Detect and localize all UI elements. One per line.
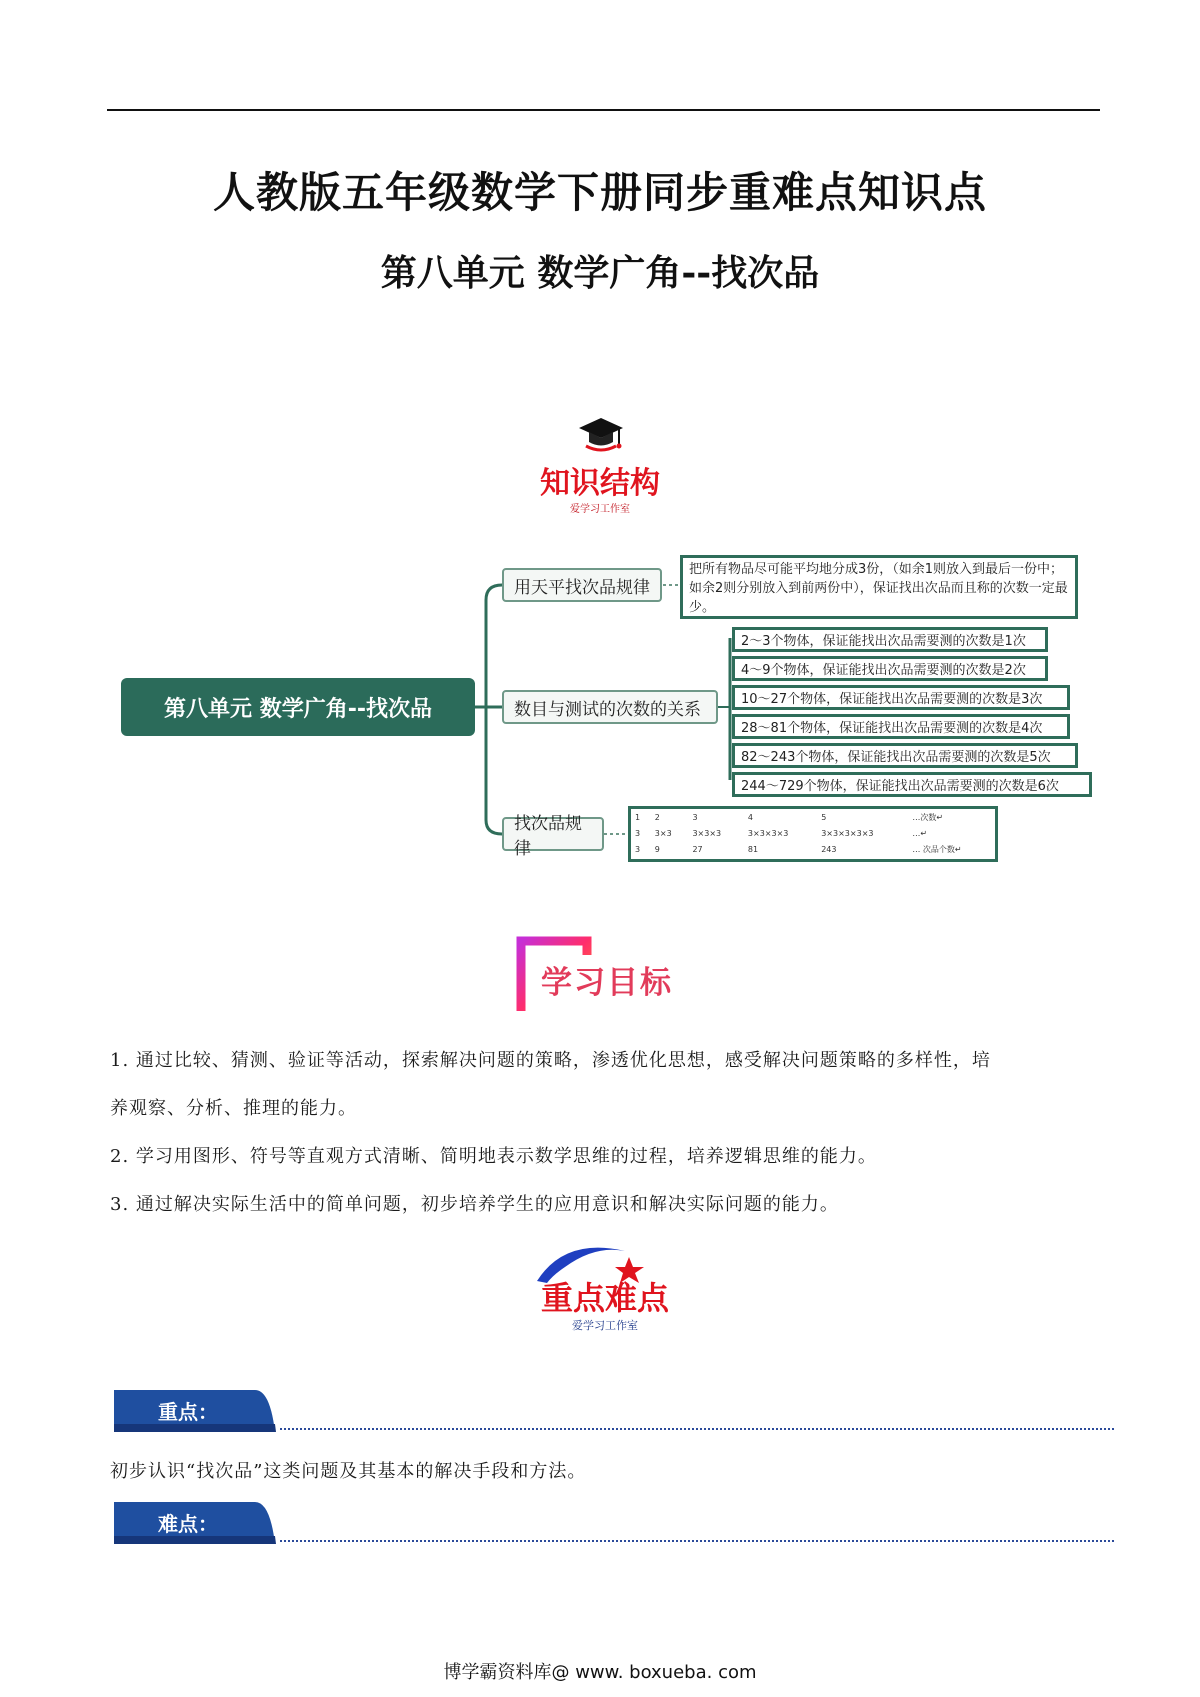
mindmap-root: 第八单元 数学广角--找次品 [121, 678, 475, 736]
difficult-point-tab [110, 1498, 280, 1544]
pattern-cell: …↵ [912, 829, 928, 838]
pattern-cell: 3×3×3×3 [747, 829, 789, 838]
mindmap-relation-2: 4～9个物体，保证能找出次品需要测的次数是2次 [732, 656, 1048, 681]
pattern-cell: 9 [654, 845, 660, 854]
key-points-subtitle: 爱学习工作室 [572, 1319, 638, 1332]
page-title: 人教版五年级数学下册同步重难点知识点 [212, 168, 987, 217]
mindmap-branch-count-relation: 数目与测试的次数的关系 [502, 690, 718, 724]
pattern-cell: …次数↵ [912, 813, 944, 822]
mindmap-relation-4: 28～81个物体，保证能找出次品需要测的次数是4次 [732, 714, 1070, 739]
pattern-row [631, 841, 995, 858]
learning-goals-badge [513, 935, 693, 1015]
knowledge-structure-title: 知识结构 [540, 466, 660, 501]
pattern-cell: 2 [654, 813, 660, 822]
pattern-cell: 3×3×3×3×3 [821, 829, 874, 838]
pattern-cell: 81 [747, 845, 759, 854]
goal-item-3: 3. 通过解决实际生活中的简单问题，初步培养学生的应用意识和解决实际问题的能力。 [110, 1194, 839, 1215]
pattern-cell: 1 [635, 813, 641, 822]
key-point-label: 重点： [158, 1400, 218, 1424]
difficult-point-divider [280, 1540, 1114, 1542]
pattern-cell: 243 [821, 845, 837, 854]
mindmap-relation-3: 10～27个物体，保证能找出次品需要测的次数是3次 [732, 685, 1070, 710]
pattern-cell: 5 [821, 813, 827, 822]
pattern-cell: 3×3×3 [692, 829, 722, 838]
mindmap-relation-5: 82～243个物体，保证能找出次品需要测的次数是5次 [732, 743, 1078, 768]
pattern-cell: 3×3 [654, 829, 672, 838]
pattern-cell: 3 [635, 845, 641, 854]
difficult-point-label: 难点： [158, 1512, 218, 1536]
goal-item-2: 2. 学习用图形、符号等直观方式清晰、简明地表示数学思维的过程，培养逻辑思维的能力。 [110, 1146, 877, 1167]
key-points-title: 重点难点 [540, 1279, 669, 1317]
pattern-cell: 3 [635, 829, 641, 838]
mindmap-rule-text: 把所有物品尽可能平均地分成3份，（如余1则放入到最后一份中；如余2则分别放入到前两份中），保证找出次品而且称的次数一定最少。 [680, 555, 1078, 619]
mindmap-relation-6: 244～729个物体，保证能找出次品需要测的次数是6次 [732, 772, 1092, 797]
pattern-row [631, 809, 995, 826]
key-points-badge [525, 1235, 685, 1335]
pattern-cell: 3 [692, 813, 698, 822]
learning-goals-title: 学习目标 [541, 965, 673, 1001]
knowledge-structure-subtitle: 爱学习工作室 [570, 504, 630, 515]
pattern-row [631, 826, 995, 841]
goal-item-1-cont: 养观察、分析、推理的能力。 [110, 1098, 357, 1119]
mindmap-branch-pattern: 找次品规律 [502, 817, 604, 851]
pattern-cell: 4 [747, 813, 754, 822]
key-point-divider [280, 1428, 1114, 1430]
footer: 博学霸资料库@ www. boxueba. com [443, 1662, 757, 1683]
goal-item-1: 1. 通过比较、猜测、验证等活动，探索解决问题的策略，渗透优化思想，感受解决问题策略的多样性，培 [110, 1050, 991, 1071]
page-subtitle: 第八单元 数学广角--找次品 [380, 252, 820, 294]
key-point-tab [110, 1386, 280, 1432]
key-point-text: 初步认识“找次品”这类问题及其基本的解决手段和方法。 [110, 1461, 587, 1482]
mindmap-pattern-table [628, 806, 998, 862]
pattern-cell: 27 [692, 845, 703, 854]
mindmap-relation-1: 2～3个物体，保证能找出次品需要测的次数是1次 [732, 627, 1048, 652]
mindmap-branch-balance-rule: 用天平找次品规律 [502, 568, 662, 602]
pattern-cell: … 次品个数↵ [912, 845, 962, 854]
